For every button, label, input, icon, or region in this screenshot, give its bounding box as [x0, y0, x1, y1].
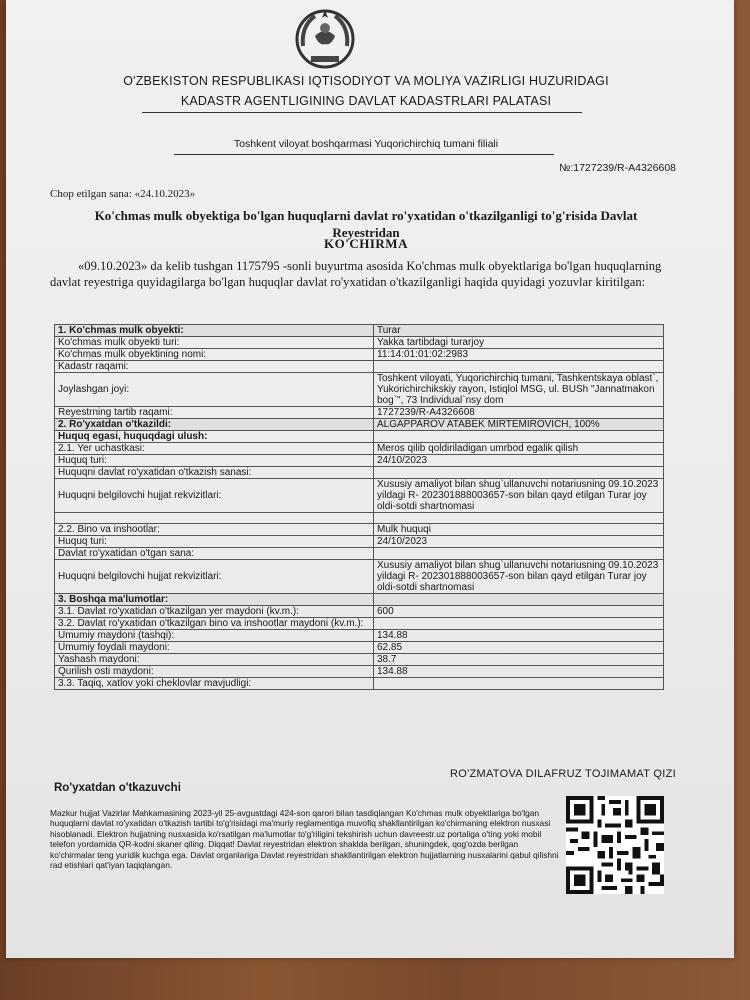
table-row	[55, 467, 664, 479]
row-value: Xususiy amaliyot bilan shug`ullanuvchi notariusning 09.10.2023 yildagi R- 202301888003657-son bilan qayd etilgan Turar joy oldi-sotdi shartnomasi	[374, 479, 664, 513]
row-value	[374, 467, 664, 479]
table-row	[55, 513, 664, 524]
table-row	[55, 642, 664, 654]
table-row	[55, 455, 664, 467]
table-row	[55, 630, 664, 642]
row-label: Qurilish osti maydoni:	[55, 666, 374, 678]
row-label: Huquq turi:	[55, 536, 374, 548]
row-label: Huquqni belgilovchi hujjat rekvizitlari:	[55, 560, 374, 594]
state-emblem-icon	[293, 6, 357, 72]
row-value: 11:14:01:01:02:2983	[374, 349, 664, 361]
branch-name: Toshkent viloyat boshqarmasi Yuqorichirchiq tumani filiali	[233, 138, 499, 150]
row-value: 38.7	[374, 654, 664, 666]
row-value: Toshkent viloyati, Yuqorichirchiq tumani, Tashkentskaya oblast`, Yukorichirchikskiy rayon, Istiqlol MSG, ul. BUSh "Jannatmakon bog`", 73 Individual`nsy dom	[374, 373, 664, 407]
table-row	[55, 443, 664, 455]
row-value: Meros qilib qoldiriladigan umrbod egalik qilish	[374, 443, 664, 455]
row-value	[374, 431, 664, 443]
agency-heading: KADASTR AGENTLIGINING DAVLAT KADASTRLARI PALATASI	[180, 94, 552, 108]
table-row	[55, 594, 664, 606]
table-row	[55, 536, 664, 548]
intro-paragraph: «09.10.2023» da kelib tushgan 1175795 -sonli buyurtma asosida Ko'chmas mulk obyektlariga bo'lgan huquqlarning davlat reyestriga quyidagilarga bo'lgan huquqlar davlat ro'yxatidan o'tkazilganligi haqida quyidagi yozuvlar kiritilgan:	[50, 259, 662, 289]
row-value: 600	[374, 606, 664, 618]
row-label: Joylashgan joyi:	[55, 373, 374, 407]
row-label: 2. Ro'yxatdan o'tkazildi:	[55, 419, 374, 431]
registrar-name: RO'ZMATOVA DILAFRUZ TOJIMAMAT QIZI	[450, 768, 677, 780]
table-row	[55, 560, 664, 594]
row-label: Huquqni belgilovchi hujjat rekvizitlari:	[55, 479, 374, 513]
row-value: 24/10/2023	[374, 455, 664, 467]
row-value: Xususiy amaliyot bilan shug`ullanuvchi notariusning 09.10.2023 yildagi R- 202301888003657-son bilan qayd etilgan Turar joy oldi-sotdi shartnomasi	[374, 560, 664, 594]
row-label: Huquq turi:	[55, 455, 374, 467]
branch-underline	[174, 154, 554, 155]
row-value	[374, 678, 664, 690]
document-title-line2: Reyestridan	[332, 225, 400, 240]
row-value: ALGAPPAROV ATABEK MIRTEMIROVICH, 100%	[374, 419, 664, 431]
registry-table	[54, 324, 664, 690]
row-value: 1727239/R-A4326608	[374, 407, 664, 419]
row-value	[374, 594, 664, 606]
table-row	[55, 419, 664, 431]
row-label	[55, 513, 374, 524]
table-row	[55, 524, 664, 536]
table-row	[55, 325, 664, 337]
table-row	[55, 361, 664, 373]
row-label: Ko'chmas mulk obyektining nomi:	[55, 349, 374, 361]
registrar-label: Ro'yxatdan o'tkazuvchi	[54, 782, 181, 794]
row-value	[374, 513, 664, 524]
row-value	[374, 361, 664, 373]
row-value	[374, 548, 664, 560]
row-label: 3. Boshqa ma'lumotlar:	[55, 594, 374, 606]
row-label: Davlat ro'yxatidan o'tgan sana:	[55, 548, 374, 560]
row-value: 62.85	[374, 642, 664, 654]
table-row	[55, 548, 664, 560]
row-label: Reyestrning tartib raqami:	[55, 407, 374, 419]
table-row	[55, 666, 664, 678]
table-row	[55, 373, 664, 407]
document-title-line1: Ko'chmas mulk obyektiga bo'lgan huquqlarni davlat ro'yxatidan o'tkazilganligi to'g'risida Davlat	[94, 208, 638, 223]
row-label: Kadastr raqami:	[55, 361, 374, 373]
table-row	[55, 349, 664, 361]
row-label: Ko'chmas mulk obyekti turi:	[55, 337, 374, 349]
row-value: Turar	[374, 325, 664, 337]
document-subtitle: KO'CHIRMA	[324, 236, 408, 251]
row-label: 3.1. Davlat ro'yxatidan o'tkazilgan yer maydoni (kv.m.):	[55, 606, 374, 618]
row-value: 134.88	[374, 630, 664, 642]
table-row	[55, 407, 664, 419]
registration-number: №:1727239/R-A4326608	[559, 162, 676, 174]
table-row	[55, 654, 664, 666]
table-row	[55, 678, 664, 690]
legal-note: Mazkur hujjat Vazirlar Mahkamasining 2023-yil 25-avgustdagi 424-son qarori bilan tasdiqlangan Ko'chmas mulk obyektlariga bo'lgan huquqlarni davlat ro'yxatidan o'tkazish tartibi to'g'risidagi ma'muriy reglamentiga muvofiq shakllantirilgan ko'chirmaning elektron nusxasi hisoblanadi. Elektron hujjatning nusxasida ko'rsatilgan ma'lumotlar to'g'riligini tekshirish uchun davreestr.uz portaliga o'ting yoki mobil telefon yordamida QR-kodni skaner qiling. Diqqat! Davlat reyestridan elektron shaklda berilgan, shuningdek, qog'ozda berilgan ko'chirmalar teng yuridik kuchga ega. Davlat organlariga Davlat reyestridan shakllantirilgan elektron hujjatlarning nusxalarini qabul qilishni rad etishlari qat'iyan taqiqlangan.	[50, 808, 559, 871]
document-sheet	[6, 0, 734, 958]
row-label: Umumiy maydoni (tashqi):	[55, 630, 374, 642]
row-value: Mulk huquqi	[374, 524, 664, 536]
table-row	[55, 618, 664, 630]
table-row	[55, 431, 664, 443]
row-label: Huquqni davlat ro'yxatidan o'tkazish sanasi:	[55, 467, 374, 479]
row-label: 2.2. Bino va inshootlar:	[55, 524, 374, 536]
row-label: 3.3. Taqiq, xatlov yoki cheklovlar mavjudligi:	[55, 678, 374, 690]
row-label: Umumiy foydali maydoni:	[55, 642, 374, 654]
row-label: 3.2. Davlat ro'yxatidan o'tkazilgan bino va inshootlar maydoni (kv.m.):	[55, 618, 374, 630]
row-label: Huquq egasi, huquqdagi ulush:	[55, 431, 374, 443]
row-label: 2.1. Yer uchastkasi:	[55, 443, 374, 455]
row-value: 134.88	[374, 666, 664, 678]
table-row	[55, 479, 664, 513]
header-divider	[142, 112, 582, 113]
table-row	[55, 337, 664, 349]
table-row	[55, 606, 664, 618]
row-label: 1. Ko'chmas mulk obyekti:	[55, 325, 374, 337]
row-value: 24/10/2023	[374, 536, 664, 548]
print-date: Chop etilgan sana: «24.10.2023»	[50, 188, 196, 200]
row-value: Yakka tartibdagi turarjoy	[374, 337, 664, 349]
row-value	[374, 618, 664, 630]
qr-code-icon[interactable]	[566, 796, 664, 894]
row-label: Yashash maydoni:	[55, 654, 374, 666]
ministry-heading: O'ZBEKISTON RESPUBLIKASI IQTISODIYOT VA MOLIYA VAZIRLIGI HUZURIDAGI	[123, 74, 609, 88]
